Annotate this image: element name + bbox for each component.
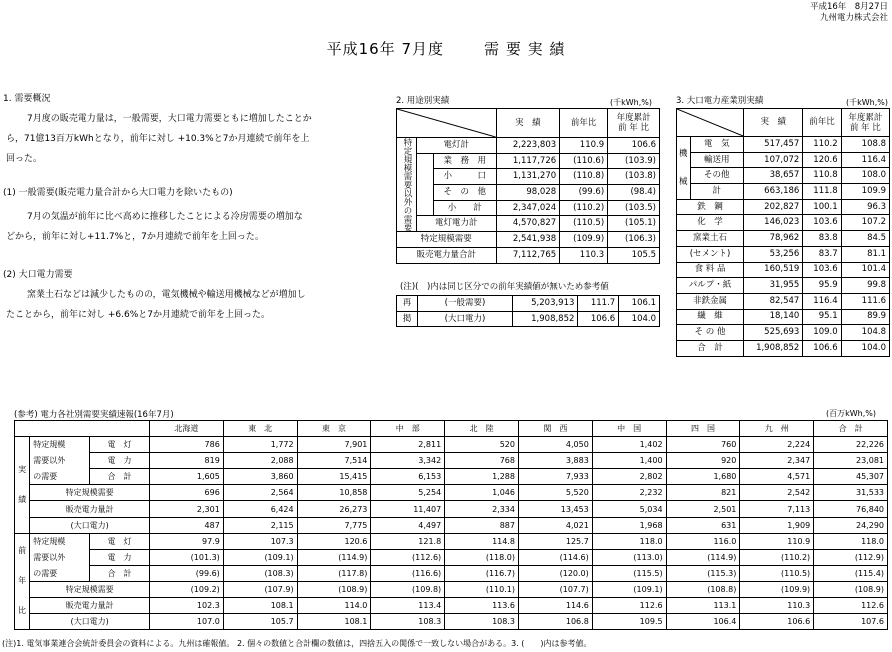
- table-row: [15, 533, 888, 549]
- company-header: 九 州: [740, 421, 814, 437]
- value-cell: 1,909: [740, 517, 814, 533]
- usage-header-blank: [397, 109, 497, 138]
- reference-unit: (百万kWh,%): [826, 409, 876, 418]
- table-row: [15, 565, 888, 581]
- page-title: 平成16年 7月度 需 要 実 績: [326, 40, 566, 58]
- value-cell: 7,113: [740, 501, 814, 517]
- table-row: [15, 469, 888, 485]
- value-cell: 2,501: [666, 501, 740, 517]
- section-label: [15, 437, 30, 534]
- value-cell: 22,226: [814, 437, 888, 453]
- item-label: 電 力: [90, 453, 150, 469]
- value-cell: 120.6: [297, 533, 371, 549]
- value-cell: (110.1): [445, 581, 519, 597]
- value-cell: 3,883: [518, 453, 592, 469]
- value-cell: 2,334: [445, 501, 519, 517]
- section-char: 績: [18, 494, 27, 504]
- value-cell: 3,860: [223, 469, 297, 485]
- overview-section: 1. 需要概況 7月度の販売電力量は，一般需要，大口電力需要ともに増加したことか ら，71億13百万kWhとなり，前年に対し +10.3%と7か月連続で前年を上 回った。 (1) 一般需要(販売電力量合計から大口電力を除いたもの) 7月の気温が前年に比べ高めに推移したことによる冷房需要の増加な どから，前年に対し+11.7%と，7か月連続で前年を上回った。 (2) 大口電力需要 窯業土石などは減少したものの，電気機械や輸送用機械などが増加し たことから，前年に対し +6.6%と7か月連続で前年を上回った。: [3, 94, 312, 320]
- value-cell: (113.0): [592, 549, 666, 565]
- reference-footnote: (注)1. 電気事業連合会統計委員会の資料による。九州は確報値。 2. 個々の数値と合計欄の数値は，四捨五入の関係で一致しない場合がある。3. ( )内は参考値。: [2, 639, 592, 648]
- item-label: 電 灯: [90, 437, 150, 453]
- group-label: 需要以外: [30, 549, 90, 565]
- table-row: [15, 581, 888, 597]
- value-cell: (101.3): [150, 549, 224, 565]
- row-label: 特定規模需要: [30, 581, 150, 597]
- header-info: [810, 2, 888, 24]
- value-cell: 7,775: [297, 517, 371, 533]
- table-row: [15, 453, 888, 469]
- company-header: 東 京: [297, 421, 371, 437]
- value-cell: (118.0): [445, 549, 519, 565]
- table-row: [15, 614, 888, 630]
- value-cell: 45,307: [814, 469, 888, 485]
- value-cell: (110.5): [740, 565, 814, 581]
- value-cell: (109.9): [740, 581, 814, 597]
- value-cell: 5,254: [371, 485, 445, 501]
- value-cell: 102.3: [150, 598, 224, 614]
- value-cell: 4,021: [518, 517, 592, 533]
- row-label: (大口電力): [30, 614, 150, 630]
- value-cell: 2,088: [223, 453, 297, 469]
- usage-vertical-label: 特定規模需要以外の需要: [397, 138, 417, 232]
- value-cell: 2,224: [740, 437, 814, 453]
- value-cell: 108.1: [223, 598, 297, 614]
- value-cell: 114.8: [445, 533, 519, 549]
- table-row: [15, 501, 888, 517]
- value-cell: (108.9): [297, 581, 371, 597]
- value-cell: 4,497: [371, 517, 445, 533]
- value-cell: 106.4: [666, 614, 740, 630]
- value-cell: 4,571: [740, 469, 814, 485]
- value-cell: 107.6: [814, 614, 888, 630]
- item-label: 電 力: [90, 549, 150, 565]
- table-row: [15, 549, 888, 565]
- value-cell: 23,081: [814, 453, 888, 469]
- company-header: 中 部: [371, 421, 445, 437]
- industry-title: 3. 大口電力産業別実績: [676, 96, 764, 106]
- value-cell: 13,453: [518, 501, 592, 517]
- value-cell: 2,115: [223, 517, 297, 533]
- value-cell: 114.0: [297, 598, 371, 614]
- value-cell: 6,153: [371, 469, 445, 485]
- usage-table: 実 績 前年比 年度累計 前 年 比 特定規模需要以外の需要 電灯計 2,223,803 110.9 106.6 業 務 用 1,117,726 (110.6) (103.9) 小 口 1,131,270 (110.8) (103.8) そ の 他 98,028 (99.6) (98.4) 小 計 2,347,024 (110.2) (103.5) 電灯電力計 4,570,827 (110.5) (105.1) 特定規模需要 2,541,938 (109.9) (106.3) 販売電力量合計 7,112,765 110.3 105.5: [396, 108, 660, 264]
- value-cell: 116.0: [666, 533, 740, 549]
- large-demand-heading: (2) 大口電力需要: [3, 270, 73, 280]
- value-cell: 768: [445, 453, 519, 469]
- value-cell: (115.5): [592, 565, 666, 581]
- value-cell: 121.8: [371, 533, 445, 549]
- company-header: 東 北: [223, 421, 297, 437]
- company-header: 北海道: [150, 421, 224, 437]
- value-cell: 1,400: [592, 453, 666, 469]
- row-label: 販売電力量計: [30, 598, 150, 614]
- value-cell: (114.9): [297, 549, 371, 565]
- overview-heading: 1. 需要概況: [3, 94, 51, 104]
- section-char: 年: [18, 576, 27, 586]
- reference-title: (参考) 電力各社別需要実績速報(16年7月): [14, 410, 174, 420]
- value-cell: 112.6: [814, 598, 888, 614]
- value-cell: (112.6): [371, 549, 445, 565]
- company-header: 中 国: [592, 421, 666, 437]
- value-cell: 2,301: [150, 501, 224, 517]
- report-date: 平成16年 8月27日: [809, 2, 888, 12]
- machinery-group: 機 械: [677, 137, 691, 200]
- value-cell: 112.6: [592, 598, 666, 614]
- value-cell: (110.2): [740, 549, 814, 565]
- value-cell: (109.1): [592, 581, 666, 597]
- table-row: [15, 485, 888, 501]
- row-label: 特定規模需要: [30, 485, 150, 501]
- value-cell: 76,840: [814, 501, 888, 517]
- value-cell: 105.7: [223, 614, 297, 630]
- company-header: 合 計: [814, 421, 888, 437]
- value-cell: 1,772: [223, 437, 297, 453]
- usage-title: 2. 用途別実績: [396, 96, 450, 106]
- value-cell: (109.8): [371, 581, 445, 597]
- value-cell: 4,050: [518, 437, 592, 453]
- value-cell: 2,564: [223, 485, 297, 501]
- value-cell: 7,933: [518, 469, 592, 485]
- reference-table: [14, 420, 888, 630]
- value-cell: 1,968: [592, 517, 666, 533]
- section-char: 前: [18, 546, 27, 556]
- value-cell: (115.3): [666, 565, 740, 581]
- item-label: 電 灯: [90, 533, 150, 549]
- value-cell: (112.9): [814, 549, 888, 565]
- value-cell: 1,680: [666, 469, 740, 485]
- value-cell: 760: [666, 437, 740, 453]
- value-cell: 520: [445, 437, 519, 453]
- value-cell: 2,802: [592, 469, 666, 485]
- value-cell: 113.6: [445, 598, 519, 614]
- row-label: (大口電力): [30, 517, 150, 533]
- value-cell: 15,415: [297, 469, 371, 485]
- value-cell: 3,342: [371, 453, 445, 469]
- value-cell: (115.4): [814, 565, 888, 581]
- value-cell: 2,811: [371, 437, 445, 453]
- value-cell: 7,514: [297, 453, 371, 469]
- value-cell: 920: [666, 453, 740, 469]
- table-row: [15, 437, 888, 453]
- value-cell: 108.3: [445, 614, 519, 630]
- value-cell: 821: [666, 485, 740, 501]
- table-row: [15, 598, 888, 614]
- value-cell: (107.7): [518, 581, 592, 597]
- value-cell: 10,858: [297, 485, 371, 501]
- value-cell: 118.0: [592, 533, 666, 549]
- row-label: 販売電力量計: [30, 501, 150, 517]
- value-cell: 631: [666, 517, 740, 533]
- value-cell: 106.6: [740, 614, 814, 630]
- value-cell: 107.0: [150, 614, 224, 630]
- general-demand-heading: (1) 一般需要(販売電力量合計から大口電力を除いたもの): [3, 188, 233, 198]
- value-cell: (120.0): [518, 565, 592, 581]
- value-cell: 7,901: [297, 437, 371, 453]
- value-cell: 26,273: [297, 501, 371, 517]
- value-cell: 108.3: [371, 614, 445, 630]
- company-header: 関 西: [518, 421, 592, 437]
- company-header: 北 陸: [445, 421, 519, 437]
- item-label: 合 計: [90, 469, 150, 485]
- value-cell: 1,288: [445, 469, 519, 485]
- value-cell: (99.6): [150, 565, 224, 581]
- group-label: の需要: [30, 469, 90, 485]
- value-cell: (109.2): [150, 581, 224, 597]
- value-cell: 887: [445, 517, 519, 533]
- usage-unit: (千kWh,%): [610, 98, 652, 107]
- group-label: 特定規模: [30, 437, 90, 453]
- value-cell: 118.0: [814, 533, 888, 549]
- group-label: 需要以外: [30, 453, 90, 469]
- group-label: の需要: [30, 565, 90, 581]
- industry-table: 実 績 前年比 年度累計 前 年 比 機 械 電 気 517,457 110.2 108.8 輸送用 107,072 120.6 116.4 その他 38,657 110.8 108.0 計 663,186 111.8 109.9 鉄 鋼 202,827 100.1 96.3 化 学 146,023 103.6 107.2 窯業土石 78,962 83.8 84.5 (セメント) 53,256 83.7 81.1 食 料 品 160,519 103.6 101.4 パルプ・紙 31,955 95.9 99.8 非鉄金属 82,547 116.4 111.6 繊 維 18,140 95.1 89.9 そ の 他 525,693 109.0 104.8 合 計 1,908,852 106.6 104.0: [676, 108, 890, 357]
- value-cell: (108.8): [666, 581, 740, 597]
- value-cell: 113.1: [666, 598, 740, 614]
- value-cell: (116.7): [445, 565, 519, 581]
- industry-unit: (千kWh,%): [846, 98, 888, 107]
- value-cell: (114.6): [518, 549, 592, 565]
- value-cell: (108.9): [814, 581, 888, 597]
- table-row: [15, 517, 888, 533]
- section-label: [15, 533, 30, 630]
- section-char: 実: [18, 464, 27, 474]
- value-cell: 11,407: [371, 501, 445, 517]
- usage-note: (注)( )内は同じ区分での前年実績値が無いため参考値: [400, 282, 609, 292]
- value-cell: 113.4: [371, 598, 445, 614]
- value-cell: 5,034: [592, 501, 666, 517]
- value-cell: (114.9): [666, 549, 740, 565]
- value-cell: 110.3: [740, 598, 814, 614]
- value-cell: 5,520: [518, 485, 592, 501]
- value-cell: 819: [150, 453, 224, 469]
- value-cell: 2,542: [740, 485, 814, 501]
- item-label: 合 計: [90, 565, 150, 581]
- group-label: 特定規模: [30, 533, 90, 549]
- value-cell: 24,290: [814, 517, 888, 533]
- value-cell: 1,605: [150, 469, 224, 485]
- value-cell: 1,402: [592, 437, 666, 453]
- value-cell: (109.1): [223, 549, 297, 565]
- company-header: 四 国: [666, 421, 740, 437]
- value-cell: (108.3): [223, 565, 297, 581]
- value-cell: 2,232: [592, 485, 666, 501]
- value-cell: (107.9): [223, 581, 297, 597]
- company-name: 九州電力株式会社: [819, 13, 888, 23]
- usage-power-group: [417, 153, 434, 216]
- value-cell: 696: [150, 485, 224, 501]
- value-cell: 125.7: [518, 533, 592, 549]
- value-cell: 109.5: [592, 614, 666, 630]
- repost-table: 再 (一般需要) 5,203,913 111.7 106.1 掲 (大口電力) 1,908,852 106.6 104.0: [396, 295, 660, 327]
- value-cell: 1,046: [445, 485, 519, 501]
- value-cell: (117.8): [297, 565, 371, 581]
- value-cell: 487: [150, 517, 224, 533]
- section-char: 比: [18, 606, 27, 616]
- value-cell: 2,347: [740, 453, 814, 469]
- value-cell: (116.6): [371, 565, 445, 581]
- value-cell: 106.8: [518, 614, 592, 630]
- value-cell: 786: [150, 437, 224, 453]
- value-cell: 110.9: [740, 533, 814, 549]
- value-cell: 114.6: [518, 598, 592, 614]
- value-cell: 6,424: [223, 501, 297, 517]
- value-cell: 31,533: [814, 485, 888, 501]
- value-cell: 107.3: [223, 533, 297, 549]
- value-cell: 97.9: [150, 533, 224, 549]
- value-cell: 108.1: [297, 614, 371, 630]
